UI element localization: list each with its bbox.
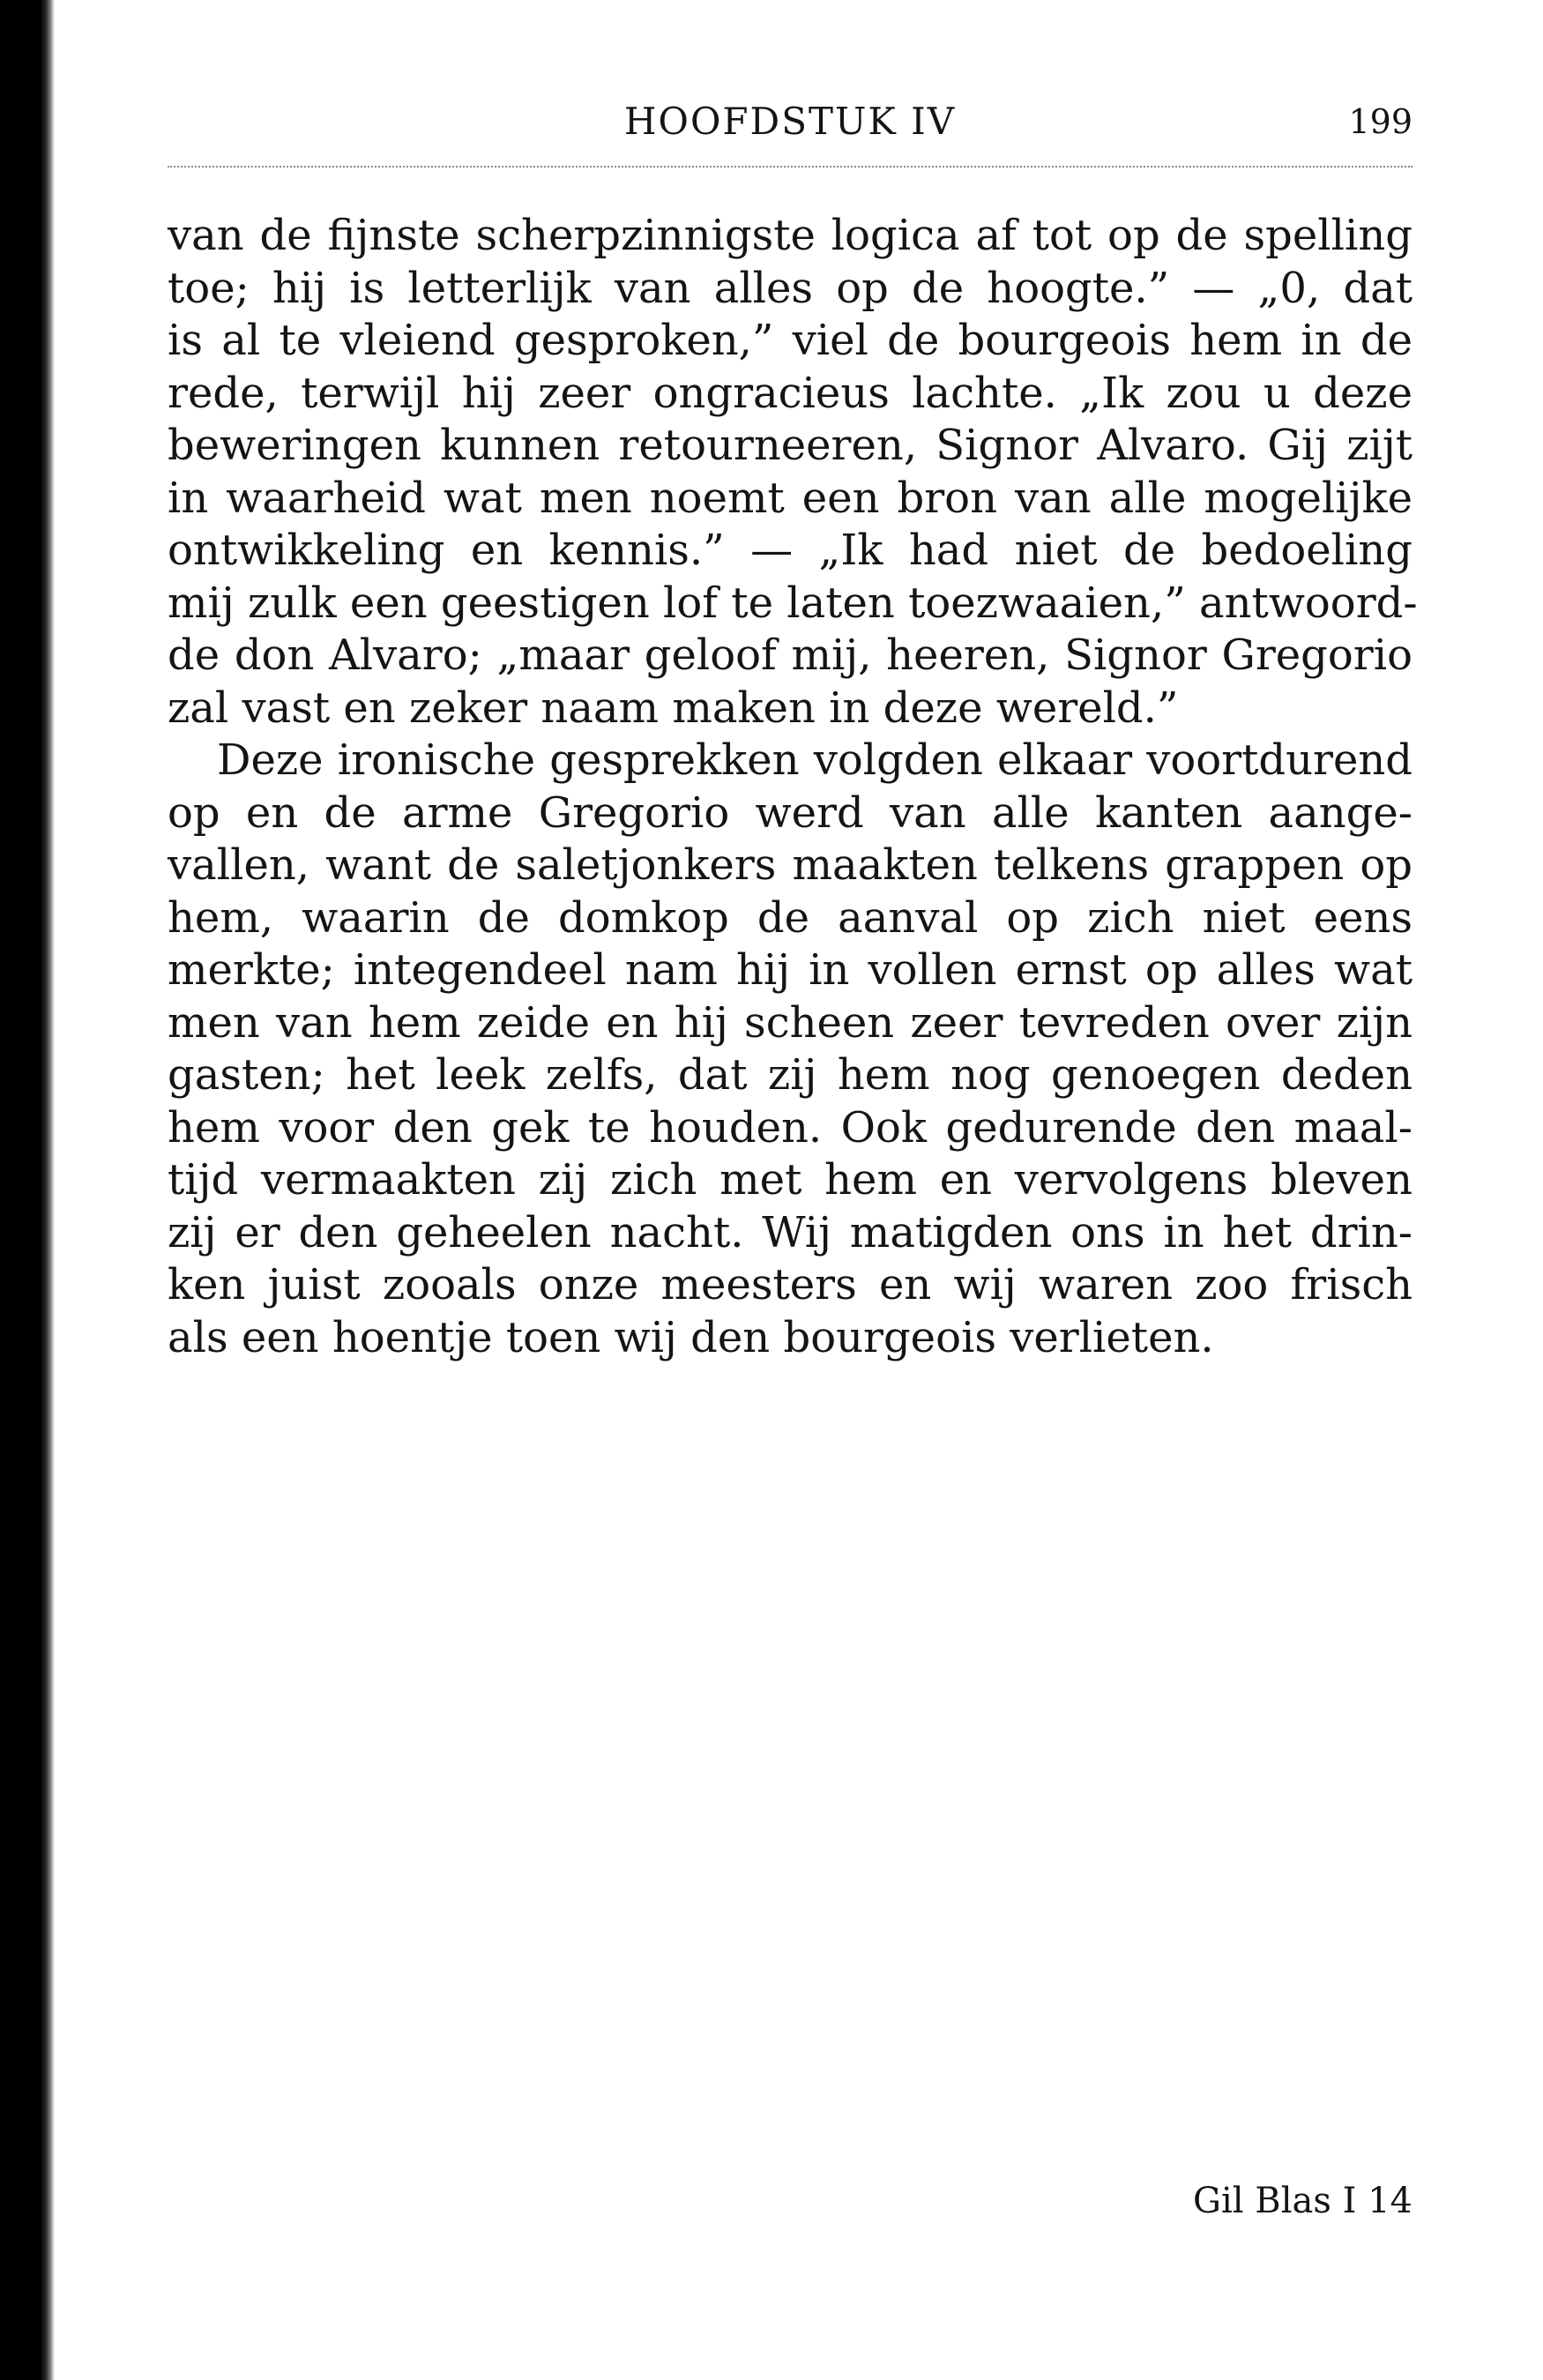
text-line: men van hem zeide en hij scheen zeer tevreden over zijn [168, 997, 1413, 1048]
text-line: is al te vleiend gesproken,” viel de bourgeois hem in de [168, 316, 1413, 365]
running-head [168, 95, 1413, 148]
text-line: zij er den geheelen nacht. Wij matigden ons in het drin- [168, 1207, 1413, 1257]
printer-signature-mark: Gil Blas I 14 [1193, 2181, 1413, 2221]
text-line: mij zulk een geestigen lof te laten toezwaaien,” antwoord- [168, 578, 1418, 628]
text-line: merkte; integendeel nam hij in vollen ernst op alles wat [168, 945, 1413, 995]
text-line: in waarheid wat men noemt een bron van alle mogelijke [168, 473, 1413, 523]
text-line: hem, waarin de domkop de aanval op zich niet eens [168, 892, 1413, 943]
header-rule [168, 166, 1413, 168]
text-line: hem voor den gek te houden. Ook gedurende den maal- [168, 1102, 1413, 1153]
text-line: beweringen kunnen retourneeren, Signor Alvaro. Gij zijt [168, 421, 1413, 470]
text-line: de don Alvaro; „maar geloof mij, heeren, Signor Gregorio [168, 630, 1413, 680]
text-line: vallen, want de saletjonkers maakten telkens grappen op [168, 840, 1413, 890]
text-line: zal vast en zeker naam maken in deze wereld.” [168, 683, 1179, 733]
text-line: toe; hij is letterlijk van alles op de hoogte.” — „0, dat [168, 263, 1413, 313]
text-line: van de fijnste scherpzinnigste logica af tot op de spelling [168, 211, 1413, 260]
text-line: op en de arme Gregorio werd van alle kanten aange- [168, 787, 1413, 838]
text-line: tijd vermaakten zij zich met hem en vervolgens bleven [168, 1155, 1413, 1205]
text-line: ontwikkeling en kennis.” — „Ik had niet de bedoeling [168, 526, 1413, 575]
binding-edge [0, 0, 55, 2380]
chapter-title: HOOFDSTUK IV [623, 100, 957, 143]
text-line: ken juist zooals onze meesters en wij waren zoo frisch [168, 1260, 1413, 1309]
page-number: 199 [1348, 102, 1413, 141]
paragraph-start-line: Deze ironische gesprekken volgden elkaar voortdurend [217, 735, 1413, 785]
text-line: als een hoentje toen wij den bourgeois verlieten. [168, 1312, 1214, 1362]
body-text [168, 210, 1418, 1364]
text-line: rede, terwijl hij zeer ongracieus lachte. „Ik zou u deze [168, 368, 1413, 418]
text-line: gasten; het leek zelfs, dat zij hem nog genoegen deden [168, 1050, 1413, 1100]
